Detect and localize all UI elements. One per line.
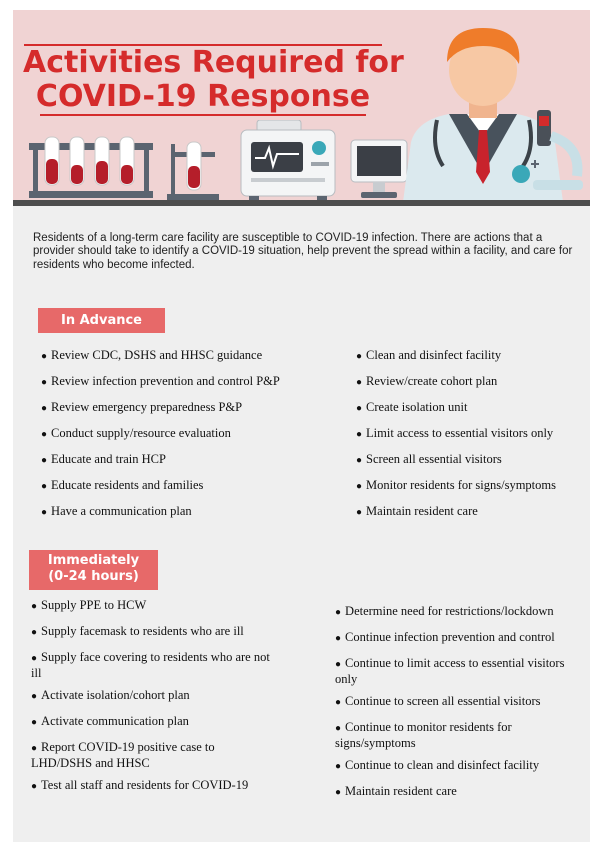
list-item: ● Continue infection prevention and control	[335, 630, 580, 646]
section-heading-in-advance	[38, 308, 165, 333]
list-item: ● Continue to limit access to essential visitors only	[335, 656, 580, 686]
list-item: ● Review CDC, DSHS and HHSC guidance	[41, 348, 281, 364]
list-item: ● Create isolation unit	[356, 400, 596, 416]
intro-paragraph: Residents of a long-term care facility are susceptible to COVID-19 infection. There are actions that a provider should take to identify a COVID-19 situation, help prevent the spread within a facility, and care for residents who become infected.	[33, 231, 573, 271]
list-item: ● Continue to clean and disinfect facility	[335, 758, 580, 774]
in-advance-label: In Advance	[60, 313, 142, 328]
list-item: ● Clean and disinfect facility	[356, 348, 596, 364]
page-title	[23, 44, 404, 116]
list-item: ● Continue to monitor residents for signs/symptoms	[335, 720, 580, 750]
list-item: ● Review emergency preparedness P&P	[41, 400, 281, 416]
list-item: ● Screen all essential visitors	[356, 452, 596, 468]
title-line-1: Activities Required for	[23, 45, 404, 80]
microscope-icon	[533, 106, 585, 198]
list-item: ● Limit access to essential visitors only	[356, 426, 596, 442]
list-item: ● Conduct supply/resource evaluation	[41, 426, 281, 442]
list-item: ● Review infection prevention and control P&P	[41, 374, 281, 390]
test-tube-rack-icon	[25, 135, 157, 200]
title-bottom-rule	[40, 114, 366, 116]
immediately-timeframe: (0-24 hours)	[48, 569, 139, 584]
infographic-sheet	[13, 10, 590, 842]
header-divider	[13, 200, 590, 206]
list-item: ● Activate isolation/cohort plan	[31, 688, 271, 704]
list-item: ● Review/create cohort plan	[356, 374, 596, 390]
section-heading-immediately	[29, 550, 158, 590]
list-item: ● Monitor residents for signs/symptoms	[356, 478, 596, 494]
test-tube-stand-icon	[165, 138, 221, 200]
list-item: ● Supply facemask to residents who are ill	[31, 624, 271, 640]
stethoscope-icon	[512, 165, 530, 183]
list-item: ● Have a communication plan	[41, 504, 281, 520]
list-item: ● Determine need for restrictions/lockdown	[335, 604, 580, 620]
list-item: ● Supply PPE to HCW	[31, 598, 271, 614]
list-item: ● Educate and train HCP	[41, 452, 281, 468]
medical-monitor-icon	[239, 120, 339, 200]
list-item: ● Maintain resident care	[356, 504, 596, 520]
immediately-label: Immediately	[47, 553, 140, 568]
list-item: ● Educate residents and families	[41, 478, 281, 494]
list-item: ● Supply face covering to residents who are not ill	[31, 650, 271, 680]
header-banner	[13, 10, 590, 200]
title-line-2: COVID-19 Response	[35, 79, 371, 114]
list-item: ● Test all staff and residents for COVID-19	[31, 778, 271, 794]
list-item: ● Activate communication plan	[31, 714, 271, 730]
list-item: ● Continue to screen all essential visitors	[335, 694, 580, 710]
list-item: ● Maintain resident care	[335, 784, 580, 800]
list-item: ● Report COVID-19 positive case to LHD/DSHS and HHSC	[31, 740, 271, 770]
